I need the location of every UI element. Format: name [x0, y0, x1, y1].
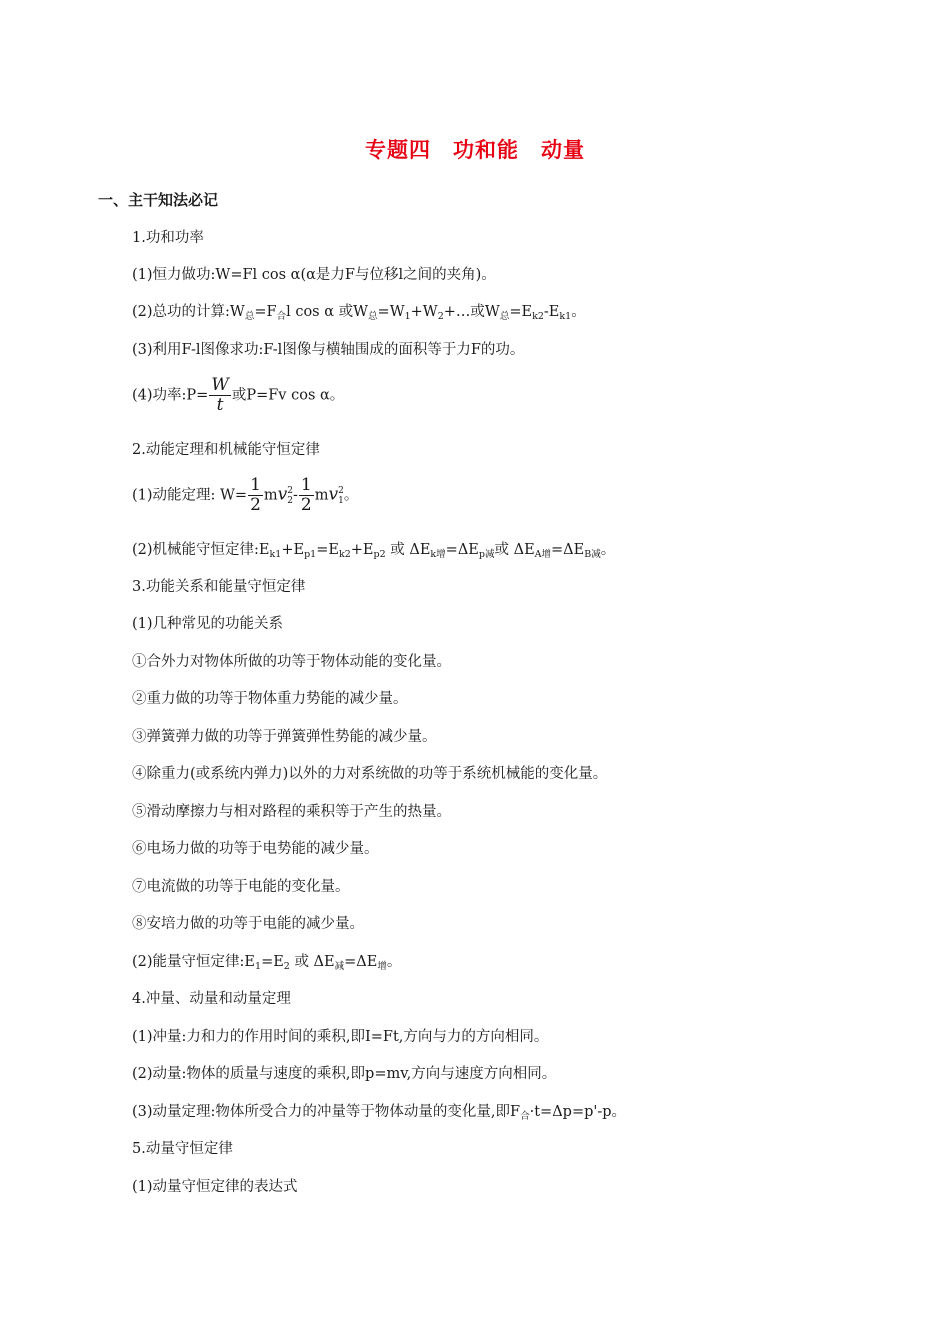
title-part-1: 专题四: [365, 138, 431, 162]
power-formula: (4)功率:P= $\frac{W}{t}$ 或P=Fv cos α。: [132, 375, 345, 415]
heading-momentum-conservation: 5.动量守恒定律: [132, 1141, 233, 1157]
momentum-definition: (2)动量:物体的质量与速度的乘积,即p=mv,方向与速度方向相同。: [132, 1066, 557, 1082]
energy-conservation-law: (2)能量守恒定律$:E_1=E_2$ 或 $\Delta E_减=\Delta E_增$。: [132, 954, 402, 972]
relation-item: ⑧安培力做的功等于电能的减少量。: [132, 916, 364, 932]
title-part-2: 功和能: [453, 138, 519, 162]
mechanical-energy-conservation: (2)机械能守恒定律$:E_{k1}+E_{p1}=E_{k2}+E_{p2}$ 或 $\Delta E_{k增}=\Delta E_{p减}$或 $\Delta E_{A增}=\Delta E_{B减}$。: [132, 542, 616, 560]
heading-impulse-momentum: 4.冲量、动量和动量定理: [132, 991, 291, 1007]
heading-energy-relations: 3.功能关系和能量守恒定律: [132, 579, 306, 595]
relation-item: ⑥电场力做的功等于电势能的减少量。: [132, 841, 379, 857]
relation-item: ③弹簧弹力做的功等于弹簧弹性势能的减少量。: [132, 729, 437, 745]
momentum-theorem: (3)动量定理:物体所受合力的冲量等于物体动量的变化量,即$F_合\cdot t=\Delta p=p'-p$。: [132, 1104, 627, 1122]
relation-item: ⑦电流做的功等于电能的变化量。: [132, 879, 350, 895]
relation-item: ⑤滑动摩擦力与相对路程的乘积等于产生的热量。: [132, 804, 451, 820]
graph-work-method: (3)利用F-l图像求功:F-l图像与横轴围成的面积等于力F的功。: [132, 342, 525, 358]
kinetic-energy-theorem: (1)动能定理: W= $\frac{1}{2}$ mv 2 2 - $\frac{1}{2}$ mv 2 1 。: [132, 475, 359, 515]
momentum-conservation-expression: (1)动量守恒定律的表达式: [132, 1179, 298, 1195]
relation-item: ②重力做的功等于物体重力势能的减少量。: [132, 691, 408, 707]
fraction-w-over-t: $\frac{W}{t}$: [211, 375, 229, 415]
page-title: [0, 134, 950, 164]
heading-kinetic-energy: 2.动能定理和机械能守恒定律: [132, 442, 320, 458]
total-work-formula: (2)总功的计算$:W_总=F_合l$ cos α 或$W_总=W_1+W_2+\dots$或$W_总=E_{k2}-E_{k1}$。: [132, 304, 586, 322]
constant-force-work: (1)恒力做功:W=Fl cos α(α是力F与位移l之间的夹角)。: [132, 267, 496, 283]
impulse-definition: (1)冲量:力和力的作用时间的乘积,即I=Ft,方向与力的方向相同。: [132, 1029, 549, 1045]
section-heading: 一、主干知法必记: [98, 191, 219, 209]
relation-item: ①合外力对物体所做的功等于物体动能的变化量。: [132, 654, 451, 670]
relation-item: ④除重力(或系统内弹力)以外的力对系统做的功等于系统机械能的变化量。: [132, 766, 608, 782]
subheading-common-relations: (1)几种常见的功能关系: [132, 616, 284, 632]
title-part-3: 动量: [541, 138, 585, 162]
heading-work-and-power: 1.功和功率: [132, 230, 204, 246]
